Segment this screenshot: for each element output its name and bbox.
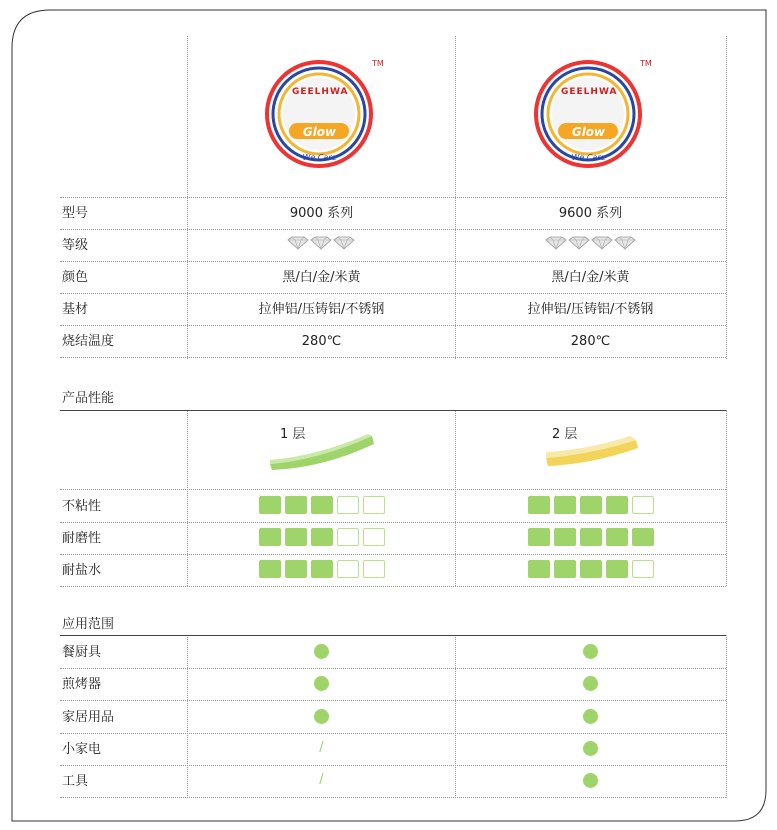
layer-label-1: 1 层	[280, 427, 306, 442]
app-label-grill: 煎烤器	[62, 677, 102, 692]
diamond-icon	[614, 236, 636, 250]
perf-label-saltwater: 耐盐水	[62, 563, 102, 578]
rating-icon-filled	[606, 528, 628, 546]
app-label-household: 家居用品	[62, 710, 115, 725]
rating-icon-empty	[337, 496, 359, 514]
row-divider	[60, 197, 726, 198]
app-label-small-appliance: 小家电	[62, 742, 102, 757]
row-divider	[60, 357, 726, 358]
rating-icon-filled	[528, 560, 550, 578]
app-household-2	[455, 709, 726, 727]
rating-icon-filled	[580, 528, 602, 546]
rating-icon-filled	[632, 528, 654, 546]
rating-icon-filled	[528, 528, 550, 546]
row-divider	[60, 489, 726, 490]
applicable-dot-icon	[314, 644, 329, 659]
spec-substrate-2: 拉伸铝/压铸铝/不锈钢	[527, 302, 654, 317]
col-divider	[726, 410, 727, 586]
coating-layer-1-graphic	[268, 427, 378, 470]
app-small-appliance-1	[188, 741, 455, 754]
spec-temperature-1: 280℃	[301, 334, 342, 349]
app-grill-1	[188, 676, 455, 694]
section-rule	[60, 635, 726, 636]
rating-icon-empty	[363, 560, 385, 578]
diamond-icon	[568, 236, 590, 250]
spec-temperature-2: 280℃	[570, 334, 611, 349]
applicable-dot-icon	[583, 773, 598, 788]
logo-brand-text: GEELHWA	[561, 87, 618, 97]
trademark-mark: TM	[640, 59, 652, 68]
logo-tagline: We Care	[571, 153, 606, 162]
rating-icon-empty	[632, 560, 654, 578]
applicable-dot-icon	[314, 676, 329, 691]
rating-icon-filled	[606, 496, 628, 514]
product-1-logo	[262, 57, 377, 172]
rating-icon-filled	[311, 560, 333, 578]
rating-icon-empty	[632, 496, 654, 514]
layer-label-2: 2 层	[552, 427, 578, 442]
app-household-1	[188, 709, 455, 727]
row-divider	[60, 522, 726, 523]
spec-label-model: 型号	[62, 206, 89, 221]
rating-icon-empty	[337, 560, 359, 578]
row-divider	[60, 765, 726, 766]
diamond-icon	[545, 236, 567, 250]
spec-label-substrate: 基材	[62, 302, 89, 317]
rating-icon-filled	[554, 496, 576, 514]
spec-color-1: 黑/白/金/米黄	[282, 270, 361, 285]
not-applicable-mark: /	[319, 772, 324, 787]
app-cookware-1	[188, 644, 455, 662]
applicable-dot-icon	[583, 741, 598, 756]
not-applicable-mark: /	[319, 740, 324, 755]
spec-model-2: 9600 系列	[558, 206, 623, 221]
row-divider	[60, 554, 726, 555]
logo-brand-text: GEELHWA	[292, 87, 349, 97]
perf-abrasion-2	[455, 528, 726, 546]
spec-label-color: 颜色	[62, 270, 89, 285]
rating-icon-filled	[259, 496, 281, 514]
rating-icon-filled	[580, 560, 602, 578]
rating-icon-filled	[285, 496, 307, 514]
logo-glow-text: Glow	[302, 125, 337, 139]
perf-saltwater-2	[455, 560, 726, 578]
logo-tagline: We Care	[302, 153, 337, 162]
diamond-icon	[287, 236, 309, 250]
spec-color-2: 黑/白/金/米黄	[551, 270, 630, 285]
applicable-dot-icon	[314, 709, 329, 724]
rating-icon-filled	[554, 560, 576, 578]
rating-icon-filled	[259, 560, 281, 578]
row-divider	[60, 325, 726, 326]
rating-icon-empty	[363, 528, 385, 546]
perf-abrasion-1	[188, 528, 455, 546]
coating-layer-2-graphic	[542, 427, 642, 470]
col-divider	[726, 635, 727, 798]
rating-icon-empty	[363, 496, 385, 514]
product-2-logo	[531, 57, 646, 172]
col-divider	[726, 36, 727, 359]
app-label-cookware: 餐厨具	[62, 645, 102, 660]
row-divider	[60, 586, 726, 587]
app-tools-2	[455, 773, 726, 791]
row-divider	[60, 797, 726, 798]
row-divider	[60, 261, 726, 262]
rating-icon-filled	[528, 496, 550, 514]
rating-icon-filled	[554, 528, 576, 546]
app-cookware-2	[455, 644, 726, 662]
perf-saltwater-1	[188, 560, 455, 578]
section-rule	[60, 410, 726, 411]
app-grill-2	[455, 676, 726, 694]
diamond-icon	[310, 236, 332, 250]
spec-label-grade: 等级	[62, 238, 89, 253]
row-divider	[60, 668, 726, 669]
perf-nonstick-1	[188, 496, 455, 514]
spec-label-temperature: 烧结温度	[62, 334, 115, 349]
section-title-performance: 产品性能	[62, 391, 115, 406]
row-divider	[60, 700, 726, 701]
section-title-application: 应用范围	[62, 617, 115, 632]
perf-label-abrasion: 耐磨性	[62, 531, 102, 546]
applicable-dot-icon	[583, 709, 598, 724]
spec-substrate-1: 拉伸铝/压铸铝/不锈钢	[258, 302, 385, 317]
rating-icon-filled	[311, 528, 333, 546]
rating-icon-empty	[337, 528, 359, 546]
trademark-mark: TM	[372, 59, 384, 68]
rating-icon-filled	[259, 528, 281, 546]
grade-diamonds-1	[188, 236, 455, 253]
logo-glow-text: Glow	[571, 125, 606, 139]
applicable-dot-icon	[583, 676, 598, 691]
row-divider	[60, 733, 726, 734]
app-small-appliance-2	[455, 741, 726, 759]
diamond-icon	[591, 236, 613, 250]
row-divider	[60, 229, 726, 230]
perf-label-nonstick: 不粘性	[62, 499, 102, 514]
rating-icon-filled	[606, 560, 628, 578]
rating-icon-filled	[285, 528, 307, 546]
row-divider	[60, 293, 726, 294]
perf-nonstick-2	[455, 496, 726, 514]
grade-diamonds-2	[455, 236, 726, 253]
rating-icon-filled	[311, 496, 333, 514]
rating-icon-filled	[285, 560, 307, 578]
rating-icon-filled	[580, 496, 602, 514]
applicable-dot-icon	[583, 644, 598, 659]
spec-model-1: 9000 系列	[289, 206, 354, 221]
diamond-icon	[333, 236, 355, 250]
app-label-tools: 工具	[62, 774, 89, 789]
app-tools-1	[188, 773, 455, 786]
